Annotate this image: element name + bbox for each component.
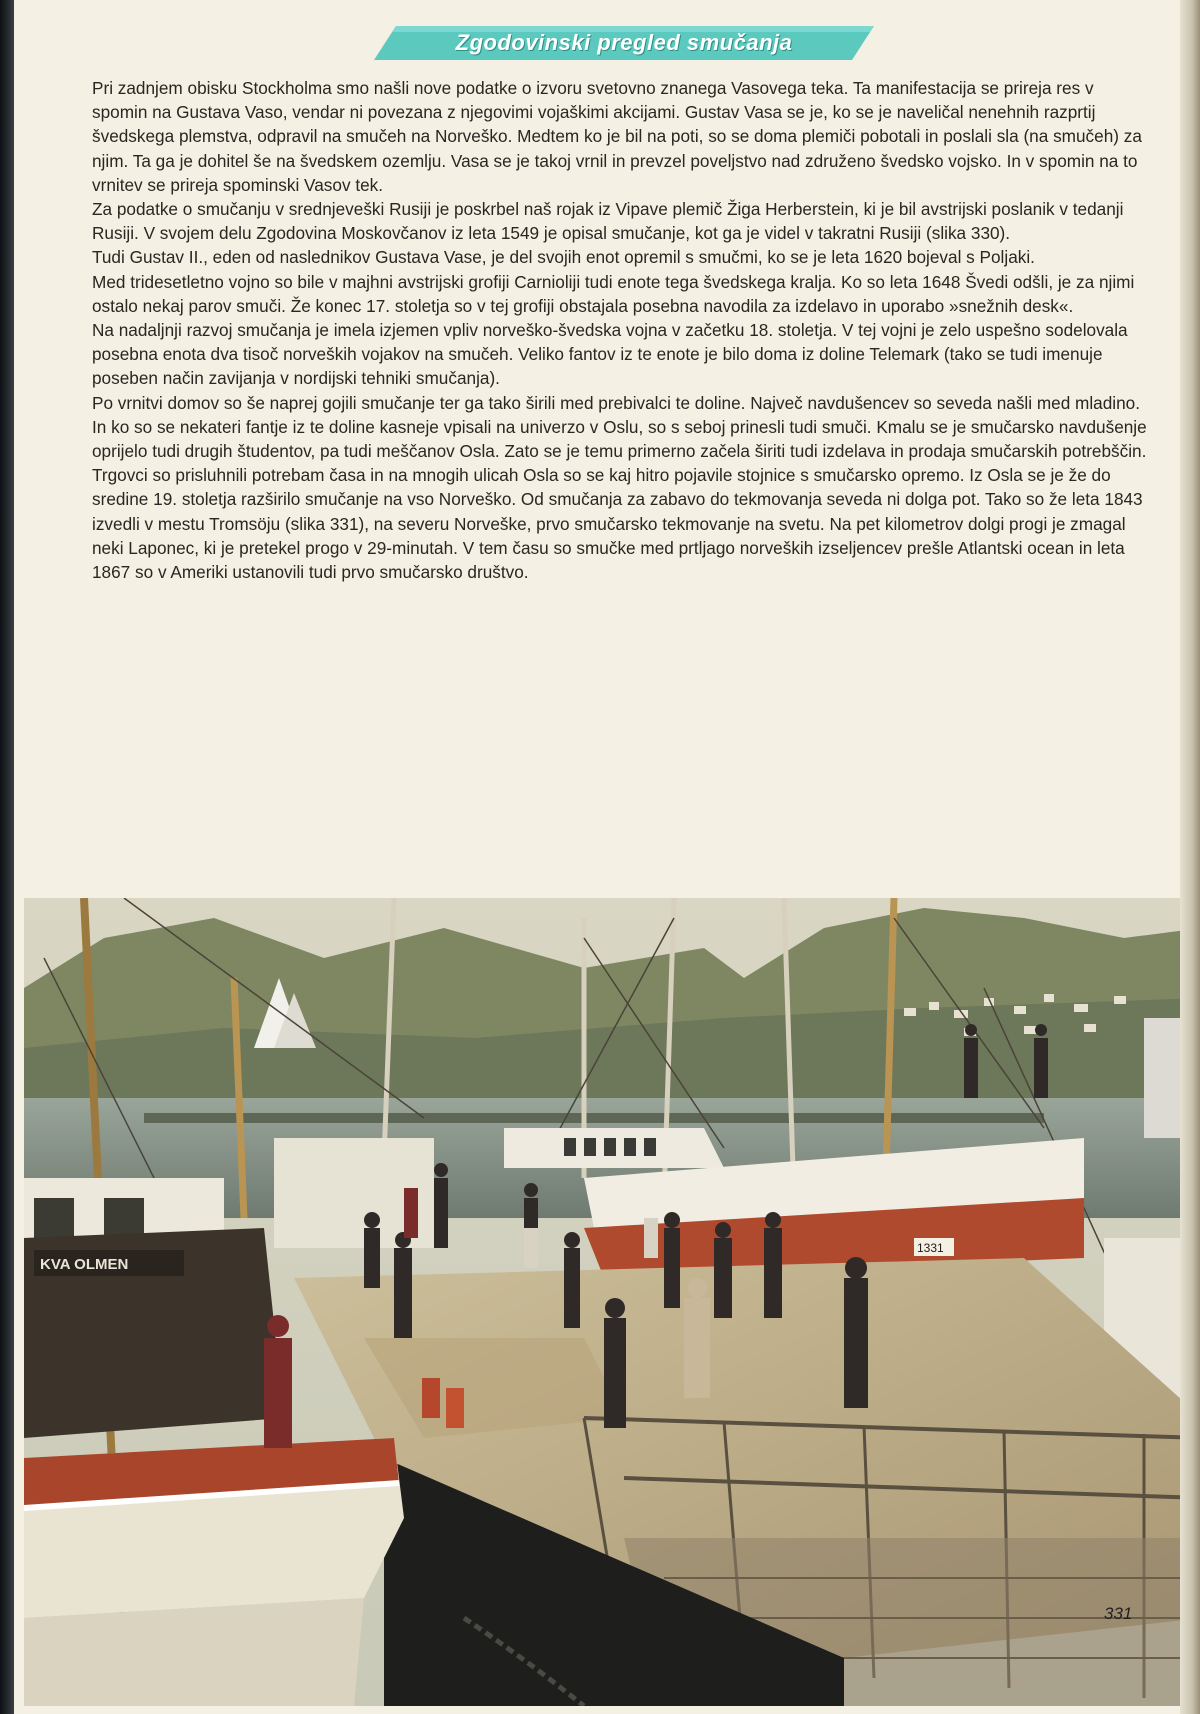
book-page xyxy=(14,0,1192,1714)
section-title: Zgodovinski pregled smučanja xyxy=(455,30,793,55)
section-header xyxy=(374,26,874,60)
book-spine-edge xyxy=(0,0,14,1714)
paragraph-herberstein: Za podatke o smučanju v srednjeveški Rusiji je poskrbel naš rojak iz Vipave plemič Žiga Herberstein, ki je bil avstrijski poslanik v tedanji Rusiji. V svojem delu Zgodovina Moskovčanov iz leta 1549 je opisal smučanje, kot ga je videl v takratni Rusiji (slika 330). xyxy=(92,199,1124,244)
paragraph-oslo-tromso: Po vrnitvi domov so še naprej gojili smučanje ter ga tako širili med prebivalci te doline. Največ navdušencev so seveda našli med mladino. In ko so se nekateri fantje iz te doline kasneje vpisali na univerzo v Oslu, so s seboj prinesli tudi smuči. Kmalu se je smučarsko navdušenje oprijelo tudi drugih študentov, pa tudi meščanov Osla. Zato se je temu primerno začela širiti tudi izdelava in prodaja smučarskih potrebščin. Trgovci so prisluhnili potrebam časa in na mnogih ulicah Osla so se kaj hitro pojavile stojnice s smučarsko opremo. Iz Osla se je že do sredine 19. stoletja razširilo smučanje na vso Norveško. Od smučanja za zabavo do tekmovanja seveda ni dolga pot. Tako so že leta 1843 izvedli v mestu Tromsöju (slika 331), na severu Norveške, prvo smučarsko tekmovanje na svetu. Na pet kilometrov dolgi progi je zmagal neki Laponec, ki je pretekel progo v 29-minutah. V tem času so smučke med prtljago norveških izseljencev prešle Atlantski ocean in leta 1867 so v Ameriki ustanovili tudi prvo smučarsko društvo. xyxy=(92,392,1147,583)
page-number: 331 xyxy=(1104,1604,1133,1623)
hull-number: 1331 xyxy=(917,1241,944,1255)
harbor-photo xyxy=(24,898,1192,1706)
article-body xyxy=(92,76,1152,584)
paragraph-carniola: Med tridesetletno vojno so bile v majhni avstrijski grofiji Carnioliji tudi enote tega švedskega kralja. Ko so leta 1648 Švedi odšli, je za njimi ostalo nekaj parov smuči. Že konec 17. stoletja so v tej grofiji obstajala posebna navodila za izdelavo in uporabo »snežnih desk«. xyxy=(92,271,1135,316)
paragraph-telemark: Na nadaljnji razvoj smučanja je imela izjemen vpliv norveško-švedska vojna v začetku 18. stoletja. V tej vojni je zelo uspešno sodelovala posebna enota dva tisoč norveških vojakov na smučeh. Veliko fantov iz te enote je bilo doma iz doline Telemark (tako se tudi imenuje poseben način zavijanja v nordijski tehniki smučanja). xyxy=(92,320,1128,389)
paragraph-vasa-run: Pri zadnjem obisku Stockholma smo našli nove podatke o izvoru svetovno znanega Vasovega teka. Ta manifestacija se prireja res v spomin na Gustava Vaso, vendar ni povezana z njegovimi vojaškimi akcijami. Gustav Vasa se je, ko se je naveličal nenehnih razprtij švedskega plemstva, odpravil na smučeh na Norveško. Medtem ko je bil na poti, so se doma plemiči pobotali in poslali sla (na smučeh) za njim. Ta ga je dohitel še na švedskem ozemlju. Vasa se je takoj vrnil in prevzel poveljstvo nad združeno švedsko vojsko. In v spomin na to vrnitev se prireja spominski Vasov tek. xyxy=(92,78,1142,195)
paragraph-gustav-ii: Tudi Gustav II., eden od naslednikov Gustava Vase, je del svojih enot opremil s smučmi, ko se je leta 1620 bojeval s Poljaki. xyxy=(92,247,1035,268)
boat-sign: KVA OLMEN xyxy=(40,1256,129,1273)
page-right-edge xyxy=(1180,0,1200,1714)
